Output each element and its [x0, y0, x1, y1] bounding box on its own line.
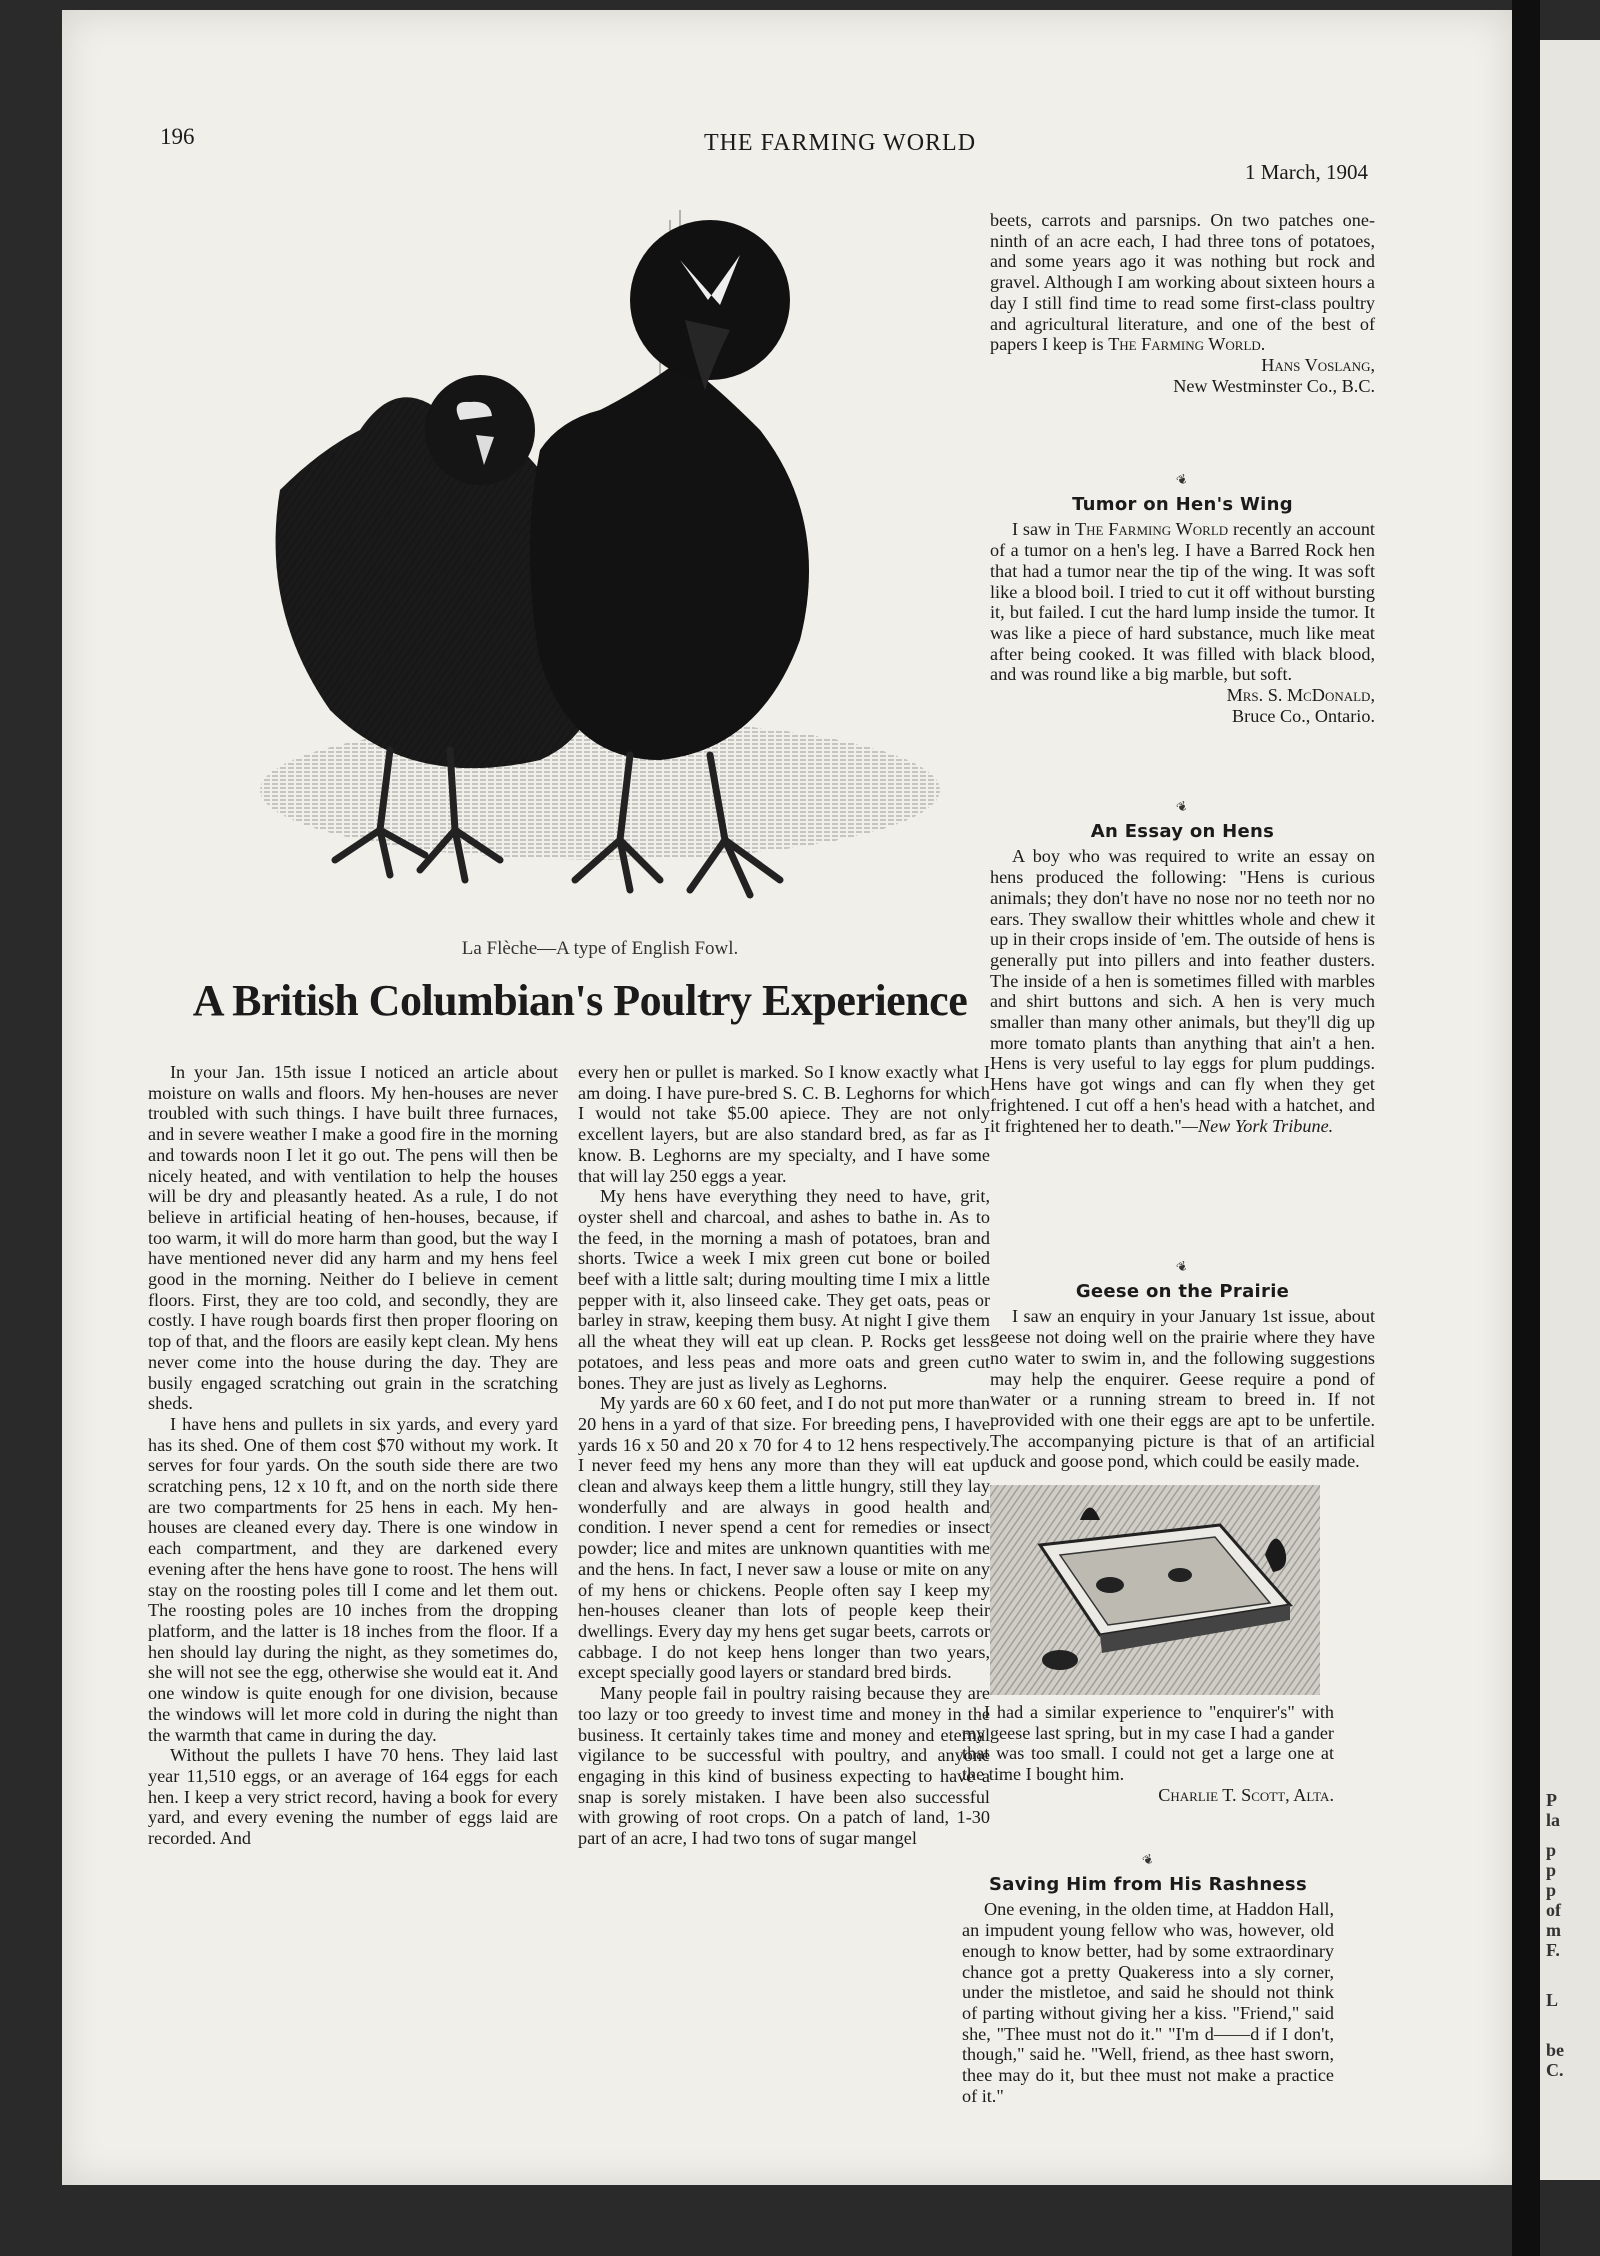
paragraph: I saw an enquiry in your January 1st issue, about geese not doing well on the prairie where they have no water to swim in, and the following suggestions may help the enquirer. Geese require a pond of water or a running stream to breed in. If not provided with one their eggs are apt to be unfertile. The accompanying picture is that of an artificial duck and goose pond, which could be easily made.: [990, 1306, 1375, 1472]
adjacent-page-fragment: F.: [1546, 1940, 1560, 1960]
section-ornament-icon: ❦: [1174, 797, 1191, 816]
paragraph: [990, 519, 1375, 685]
paragraph: My hens have everything they need to have, grit, oyster shell and charcoal, and ashes to bathe in. As to the feed, in the morning a mash of potatoes, bran and shorts. Twice a week I mix green cut bone or boiled beef with a little salt; during moulting time I mix a little pepper with it, also linseed cake. They get oats, peas or barley in straw, keeping them busy. At night I give them all the wheat they will eat up clean. P. Rocks get less potatoes, and less peas and more oats and green cut bones. They are just as lively as Leghorns.: [578, 1186, 990, 1393]
geese-followup: [962, 1702, 1334, 1806]
page-number: 196: [160, 124, 195, 149]
signature: [990, 355, 1375, 396]
paragraph-text: A boy who was required to write an essay on hens produced the following: "Hens is curious animals; they don't have no nose nor no teeth nor no ears. They swallow their whittles whole and chew it up in their crops inside of 'em. The outside of hens is generally put into pillers and into feather dusters. The inside of a hen is sometimes filled with marbles and shirt buttons and sich. A hen is very much smaller than many other animals, but they'll dig up more tomato plants than anything that ain't a hen. Hens is very useful to lay eggs for plum puddings. Hens have got wings and can fly when they get frightened. I cut off a hen's head with a hatchet, and it frightened her to death.": [990, 846, 1375, 1136]
adjacent-page-fragment: L: [1546, 1990, 1559, 2010]
section-title: Geese on the Prairie: [1075, 1280, 1290, 1302]
paragraph: Many people fail in poultry raising because they are too lazy or too greedy to invest time and money in the business. It certainly takes time and money and eternal vigilance to be successful with poultry, and anyone engaging in this kind of business expecting to have a snap is sorely mistaken. I have been also successful with growing of root crops. On a patch of land, 1-30 part of an acre, I had two tons of sugar mangel: [578, 1683, 990, 1849]
rashness-section: [962, 1848, 1334, 2106]
fowl-engraving: [240, 190, 960, 930]
signature-place: Bruce Co., Ontario.: [1232, 705, 1375, 726]
journal-title: THE FARMING WORLD: [703, 130, 977, 156]
adjacent-page-fragment: la: [1546, 1810, 1561, 1830]
tumor-section: [990, 468, 1375, 726]
page-gutter: [1512, 0, 1540, 2256]
section-ornament-icon: ❦: [1139, 1850, 1156, 1869]
adjacent-page-edge: [1540, 40, 1600, 2180]
adjacent-page-fragment: p: [1546, 1840, 1557, 1860]
paragraph: [990, 846, 1375, 1136]
paragraph: Without the pullets I have 70 hens. They laid last year 11,510 eggs, or an average of 164 eggs for each hen. I keep a very strict record, having a book for every yard, and every evening the number of eggs laid are recorded. And: [148, 1745, 558, 1849]
essay-section: [990, 795, 1375, 1136]
paragraph: I had a similar experience to "enquirer's" with my geese last spring, but in my case I had a gander that was too small. I could not get a large one at the time I bought him.: [962, 1702, 1334, 1785]
article-headline: A British Columbian's Poultry Experience: [192, 976, 968, 1025]
article-column-3: [990, 210, 1375, 396]
section-title: Saving Him from His Rashness: [989, 1873, 1307, 1895]
issue-date: 1 March, 1904: [1245, 160, 1369, 184]
section-ornament-icon: ❦: [1174, 1257, 1191, 1276]
paragraph: every hen or pullet is marked. So I know exactly what I am doing. I have pure-bred S. C. B. Leghorns for which I would not take $5.00 apiece. They are not only excellent layers, but are also standard bred, as far as I know. B. Leghorns are my specialty, and I have some that will lay 250 eggs a year.: [578, 1062, 990, 1186]
signature-name: Hans Voslang,: [1261, 354, 1375, 375]
adjacent-page-fragment: m: [1546, 1920, 1561, 1940]
signature-name: Mrs. S. McDonald,: [1226, 685, 1375, 706]
paragraph-text: I saw in: [1012, 519, 1075, 540]
signature: [990, 685, 1375, 726]
paper-name: The Farming World.: [1108, 334, 1266, 355]
adjacent-page-fragment: p: [1546, 1860, 1557, 1880]
figure-caption: La Flèche—A type of English Fowl.: [461, 938, 739, 959]
source-credit: —New York Tribune.: [1181, 1115, 1334, 1136]
paragraph-text: beets, carrots and parsnips. On two patches one-ninth of an acre each, I had three tons of potatoes, and some years ago it was nothing but rock and gravel. Although I am working about sixteen hours a day I still find time to read some first-class poultry and agricultural literature, and one of the best of papers I keep is: [990, 210, 1375, 355]
section-title: Tumor on Hen's Wing: [1072, 493, 1293, 515]
section-title: An Essay on Hens: [1090, 820, 1275, 842]
paragraph: In your Jan. 15th issue I noticed an article about moisture on walls and floors. My hen-houses are never troubled with such things. I have built three furnaces, and in severe weather I make a good fire in the morning and towards noon I let it go out. The pens will then be nicely heated, and with ventilation to help the houses will be dry and pleasantly heated. As a rule, I do not believe in artificial heating of hen-houses, because, if too warm, it will do more harm than good, but the way I have mentioned never did any harm and my hens feel good in the morning. Neither do I believe in cement floors. First, they are too cold, and secondly, they are costly. I have rough boards first then proper flooring on top of that, and the floors are easily kept clean. My hens never come into the house during the day. They are busily engaged scratching out grain in the scratching sheds.: [148, 1062, 558, 1414]
article-column-1: [148, 1062, 558, 1849]
paper-name: The Farming World: [1075, 519, 1229, 540]
paragraph: One evening, in the olden time, at Haddon Hall, an impudent young fellow who was, however, old enough to know better, had by some extraordinary chance got a pretty Quakeress into a sly corner, under the mistletoe, and said he should not think of parting without giving her a kiss. "Friend," said she, "Thee must not do it." "I'm d——d if I don't, though," said he. "Well, friend, as thee hast sworn, thee may do it, but thee must not make a practice of it.": [962, 1899, 1334, 2106]
adjacent-page-fragment: P: [1546, 1790, 1557, 1810]
signature-place: New Westminster Co., B.C.: [1173, 375, 1375, 396]
paragraph: [990, 210, 1375, 355]
paragraph-text: recently an account of a tumor on a hen's leg. I have a Barred Rock hen that had a tumor near the tip of the wing. It was soft like a blood boil. I tried to cut it off without bursting it, but failed. I cut the hard lump inside the tumor. It was like a piece of hard substance, much like meat after being cooked. It was filled with black blood, and was round like a big marble, but soft.: [990, 519, 1375, 685]
signature-name: Charlie T. Scott, Alta.: [1158, 1784, 1334, 1805]
adjacent-page-fragment: p: [1546, 1880, 1557, 1900]
adjacent-page-fragment: be: [1546, 2040, 1564, 2060]
section-ornament-icon: ❦: [1174, 470, 1191, 489]
geese-section: [990, 1255, 1375, 1472]
adjacent-page-fragment: of: [1546, 1900, 1561, 1920]
adjacent-page-fragment: C.: [1546, 2060, 1564, 2080]
pond-engraving: [990, 1485, 1320, 1695]
paragraph: I have hens and pullets in six yards, and every yard has its shed. One of them cost $70 without my work. It serves for four yards. On the south side there are two scratching pens, 12 x 10 ft, and on the north side there are two compartments for 25 hens in each. My hen-houses are cleaned every day. There is one window in each compartment, and they are darkened every evening after the hens have gone to roost. The hens will stay on the roosting poles till I come and let them out. The roosting poles are 10 inches from the dropping platform, and the latter is 18 inches from the floor. If a hen should lay during the night, as they sometimes do, she will not see the egg, otherwise she would eat it. And one window is quite enough for one division, because the windows will let more cold in during the night than the warmth that came in during the day.: [148, 1413, 558, 1745]
paragraph: My yards are 60 x 60 feet, and I do not put more than 20 hens in a yard of that size. For breeding pens, I have yards 16 x 50 and 20 x 70 for 4 to 12 hens respectively. I never feed my hens any more than they will eat up clean and always keep them a little hungry, still they lay wonderfully and are always in good health and condition. I never spend a cent for remedies or insect powder; lice and mites are unknown quantities with me and the hens. In fact, I never saw a louse or mite on any of my hens or chickens. People often say I keep my hen-houses cleaner than lots of people keep their dwellings. Every day my hens get sugar beets, carrots or cabbage. I do not keep hens longer than two years, except specially good layers or standard bred birds.: [578, 1393, 990, 1683]
signature: [962, 1785, 1334, 1806]
article-column-2: [578, 1062, 990, 1849]
